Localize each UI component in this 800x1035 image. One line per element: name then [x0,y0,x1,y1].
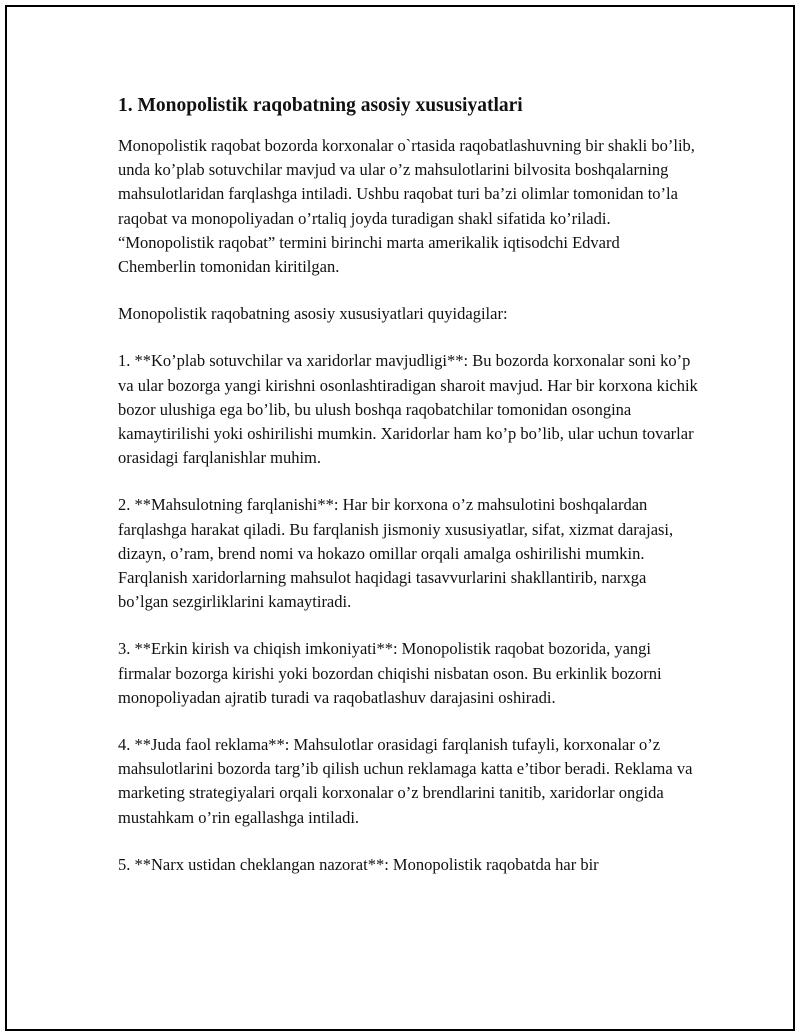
section-heading: 1. Monopolistik raqobatning asosiy xususiyatlari [118,95,523,116]
feature-5-paragraph: 5. **Narx ustidan cheklangan nazorat**: Monopolistik raqobatda har bir [118,854,599,874]
feature-3-paragraph: 3. **Erkin kirish va chiqish imkoniyati**: Monopolistik raqobat bozorida, yangi firmalar bozorga kirishi yoki bozordan chiqishi nisbatan oson. Bu erkinlik bozorni monopoliyadan ajratib turadi va raqobatlashuv darajasini oshiradi. [118,639,662,707]
intro-paragraph: Monopolistik raqobat bozorda korxonalar o`rtasida raqobatlashuvning bir shakli bo’lib, unda ko’plab sotuvchilar mavjud va ular o’z mahsulotlarini bilvosita boshqalarning mahsulotlaridan farqlashga intiladi. Ushbu raqobat turi ba’zi olimlar tomonidan to’la raqobat va monopoliyadan o’rtaliq joyda turadigan shakl sifatida ko’riladi. “Monopolistik raqobat” termini birinchi marta amerikalik iqtisodchi Edvard Chemberlin tomonidan kiritilgan. [118,136,695,277]
feature-1-paragraph: 1. **Ko’plab sotuvchilar va xaridorlar mavjudligi**: Bu bozorda korxonalar soni ko’p va ular bozorga yangi kirishni osonlashtiradigan sharoit mavjud. Har bir korxona kichik bozor ulushiga ega bo’lib, bu ulush boshqa raqobatchilar tomonidan osongina kamaytirilishi yoki oshirilishi mumkin. Xaridorlar ham ko’p bo’lib, ular uchun tovarlar orasidagi farqlanishlar muhim. [118,351,698,468]
feature-2-paragraph: 2. **Mahsulotning farqlanishi**: Har bir korxona o’z mahsulotini boshqalardan farqlashga harakat qiladi. Bu farqlanish jismoniy xususiyatlar, sifat, xizmat darajasi, dizayn, o’ram, brend nomi va hokazo omillar orqali amalga oshirilishi mumkin. Farqlanish xaridorlarning mahsulot haqidagi tasavvurlarini shakllantirib, narxga bo’lgan sezgirliklarini kamaytiradi. [118,495,674,612]
features-intro-paragraph: Monopolistik raqobatning asosiy xususiyatlari quyidagilar: [118,304,508,324]
document-body [118,92,698,900]
feature-4-paragraph: 4. **Juda faol reklama**: Mahsulotlar orasidagi farqlanish tufayli, korxonalar o’z mahsulotlarini bozorda targ’ib qilish uchun reklamaga katta e’tibor beradi. Reklama va marketing strategiyalari orqali korxonalar o’z brendlarini tanitib, xaridorlar ongida mustahkam o’rin egallashga intiladi. [118,735,693,827]
